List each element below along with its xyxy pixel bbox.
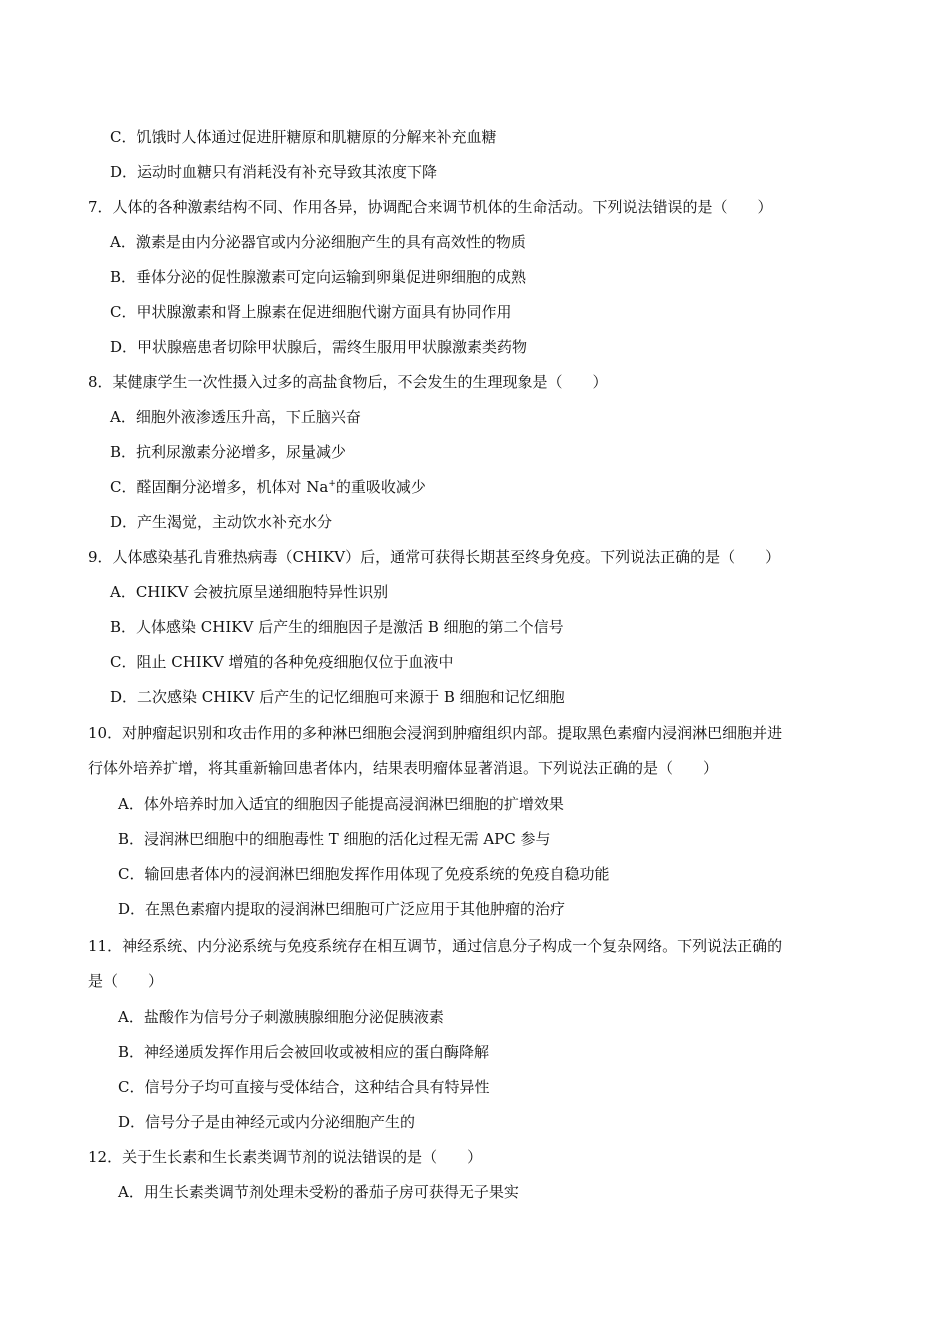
q9-option-b: B．人体感染 CHIKV 后产生的细胞因子是激活 B 细胞的第二个信号 xyxy=(110,618,564,636)
q11-option-c: C．信号分子均可直接与受体结合，这种结合具有特异性 xyxy=(118,1078,490,1096)
q7-option-c: C．甲状腺激素和肾上腺素在促进细胞代谢方面具有协同作用 xyxy=(110,303,512,321)
q10-stem-line1: 10．对肿瘤起识别和攻击作用的多种淋巴细胞会浸润到肿瘤组织内部。提取黑色素瘤内浸润淋巴细胞并进 xyxy=(88,724,783,742)
q9-option-c: C．阻止 CHIKV 增殖的各种免疫细胞仅位于血液中 xyxy=(110,653,454,671)
q10-option-d: D．在黑色素瘤内提取的浸润淋巴细胞可广泛应用于其他肿瘤的治疗 xyxy=(118,900,566,918)
q7-option-b: B．垂体分泌的促性腺激素可定向运输到卵巢促进卵细胞的成熟 xyxy=(110,268,527,286)
q8-option-c xyxy=(110,477,426,497)
q10-option-a: A．体外培养时加入适宜的细胞因子能提高浸润淋巴细胞的扩增效果 xyxy=(118,795,564,813)
q6-option-d: D．运动时血糖只有消耗没有补充导致其浓度下降 xyxy=(110,163,438,181)
q10-option-c: C．输回患者体内的浸润淋巴细胞发挥作用体现了免疫系统的免疫自稳功能 xyxy=(118,865,610,883)
q12-option-a: A．用生长素类调节剂处理未受粉的番茄子房可获得无子果实 xyxy=(118,1183,519,1201)
q11-option-b: B．神经递质发挥作用后会被回收或被相应的蛋白酶降解 xyxy=(118,1043,490,1061)
q11-option-a: A．盐酸作为信号分子刺激胰腺细胞分泌促胰液素 xyxy=(118,1008,444,1026)
q10-option-b: B．浸润淋巴细胞中的细胞毒性 T 细胞的活化过程无需 APC 参与 xyxy=(118,830,551,848)
q7-option-a: A．激素是由内分泌器官或内分泌细胞产生的具有高效性的物质 xyxy=(110,233,526,251)
q8-option-d: D．产生渴觉，主动饮水补充水分 xyxy=(110,513,333,531)
q11-stem-line1: 11．神经系统、内分泌系统与免疫系统存在相互调节，通过信息分子构成一个复杂网络。下列说法正确的 xyxy=(88,937,783,955)
q9-stem: 9．人体感染基孔肯雅热病毒（CHIKV）后，通常可获得长期甚至终身免疫。下列说法正确的是（ ） xyxy=(88,548,781,566)
q9-option-d: D．二次感染 CHIKV 后产生的记忆细胞可来源于 B 细胞和记忆细胞 xyxy=(110,688,565,706)
q9-option-a: A．CHIKV 会被抗原呈递细胞特异性识别 xyxy=(110,583,389,601)
q8-option-a: A．细胞外液渗透压升高，下丘脑兴奋 xyxy=(110,408,361,426)
q11-stem-line2: 是（ ） xyxy=(88,972,164,990)
q7-stem: 7．人体的各种激素结构不同、作用各异，协调配合来调节机体的生命活动。下列说法错误的是（ ） xyxy=(88,198,773,216)
q8-stem: 8．某健康学生一次性摄入过多的高盐食物后，不会发生的生理现象是（ ） xyxy=(88,373,608,391)
q12-stem: 12．关于生长素和生长素类调节剂的说法错误的是（ ） xyxy=(88,1148,483,1166)
q10-stem-line2: 行体外培养扩增，将其重新输回患者体内，结果表明瘤体显著消退。下列说法正确的是（ ） xyxy=(88,759,719,777)
q8-option-b: B．抗利尿激素分泌增多，尿量减少 xyxy=(110,443,347,461)
q8-option-c-text: C．醛固酮分泌增多，机体对 Na xyxy=(110,478,329,496)
q7-option-d: D．甲状腺癌患者切除甲状腺后，需终生服用甲状腺激素类药物 xyxy=(110,338,528,356)
q11-option-d: D．信号分子是由神经元或内分泌细胞产生的 xyxy=(118,1113,416,1131)
q6-option-c: C．饥饿时人体通过促进肝糖原和肌糖原的分解来补充血糖 xyxy=(110,128,497,146)
q8-option-c-superscript: + xyxy=(328,479,336,489)
q8-option-c-text-end: 的重吸收减少 xyxy=(335,478,426,496)
